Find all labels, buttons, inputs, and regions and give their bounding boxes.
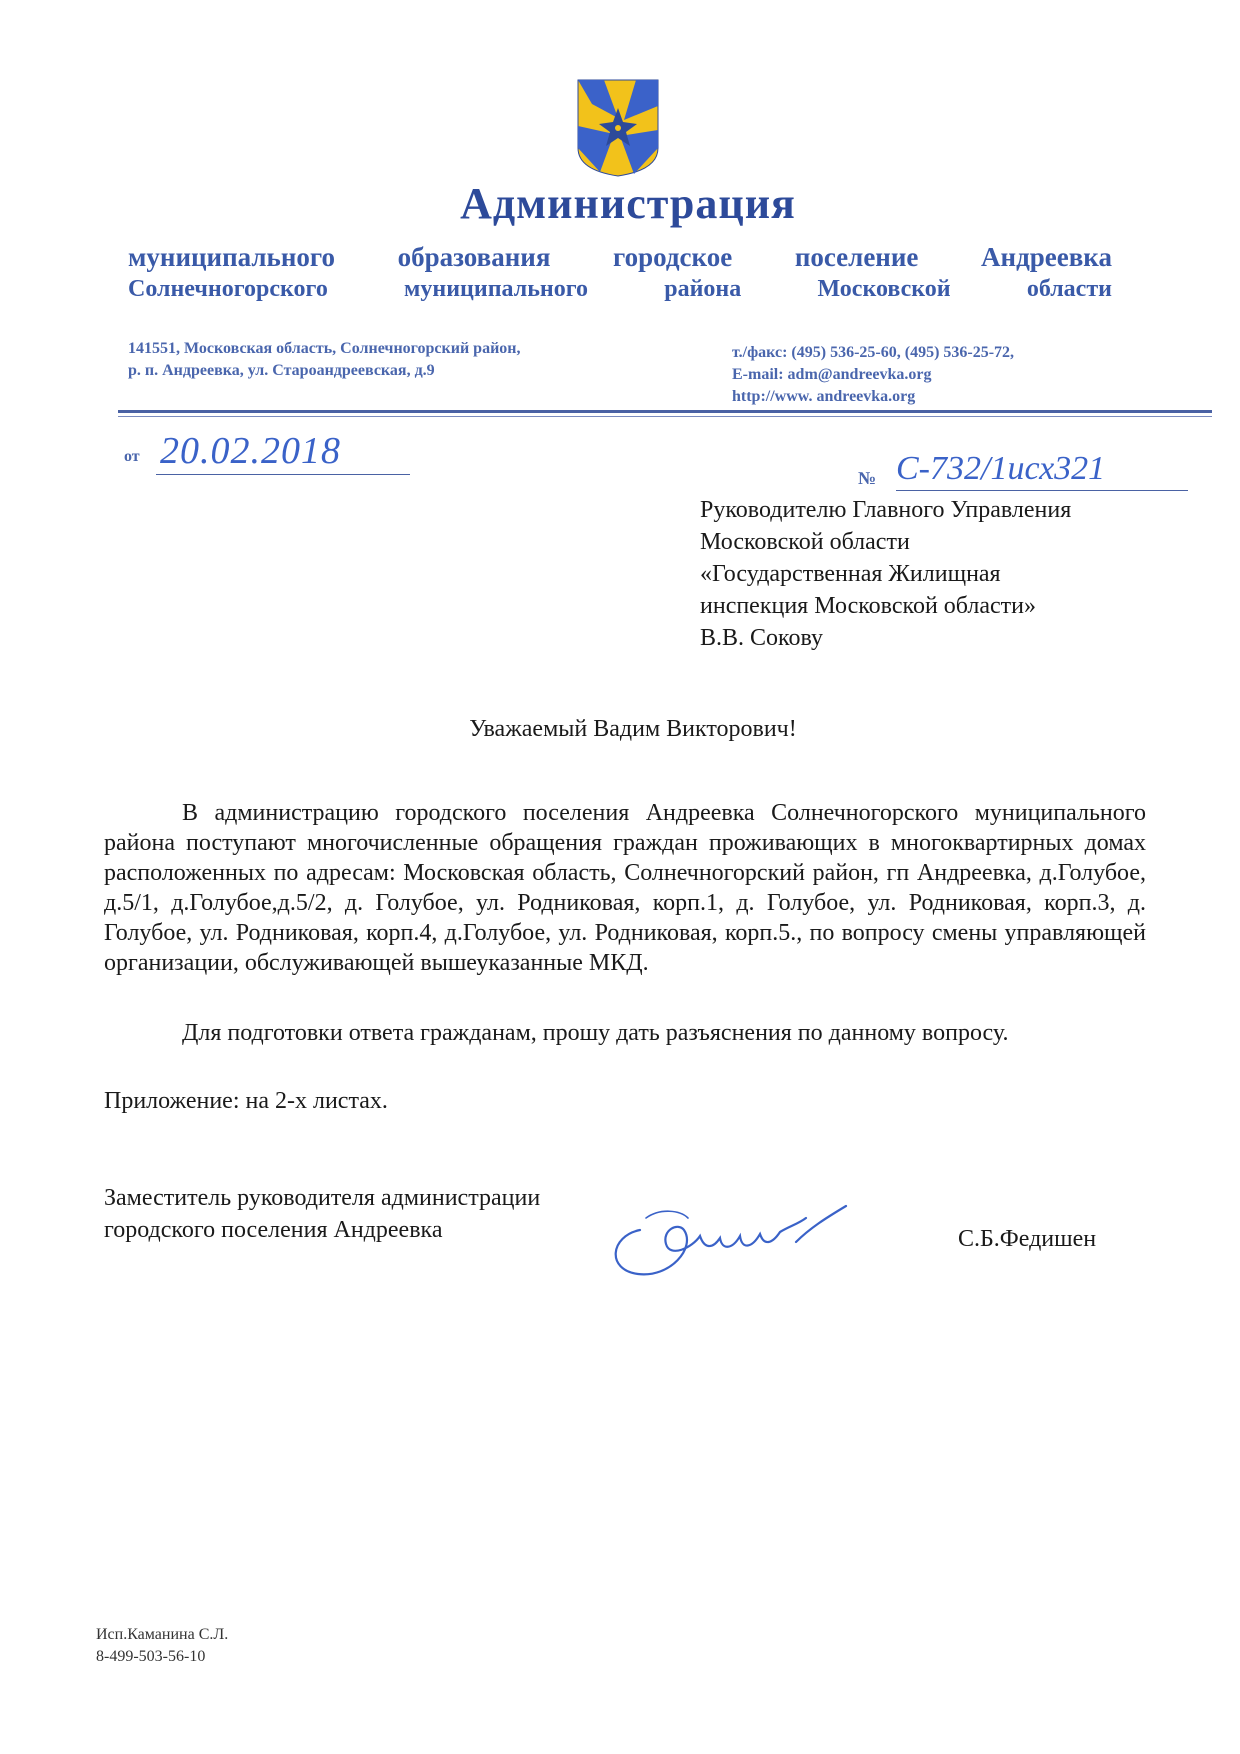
- date-label: от: [124, 448, 140, 465]
- letterhead-word: района: [664, 276, 742, 302]
- letterhead-word: поселение: [794, 242, 919, 272]
- recipient-line: В.В. Сокову: [700, 625, 823, 651]
- handwritten-outgoing-number: С-732/1исх321: [896, 448, 1188, 491]
- appendix-note: Приложение: на 2-х листах.: [104, 1088, 388, 1114]
- signer-position-line: Заместитель руководителя администрации: [104, 1185, 541, 1211]
- salutation: Уважаемый Вадим Викторович!: [469, 716, 797, 742]
- handwritten-date: 20.02.2018: [156, 428, 410, 475]
- recipient-line: Руководителю Главного Управления: [700, 497, 1072, 523]
- letterhead-word: Андреевка: [981, 242, 1112, 272]
- recipient-line: «Государственная Жилищная: [700, 561, 1001, 587]
- executor-name: Исп.Каманина С.Л.: [96, 1626, 229, 1643]
- signer-position-line: городского поселения Андреевка: [104, 1217, 443, 1243]
- letterhead-word: муниципального: [128, 242, 335, 272]
- letterhead-divider: [118, 410, 1212, 413]
- signer-position: [104, 1182, 624, 1246]
- letterhead-word: образования: [397, 242, 551, 272]
- letterhead-divider-thin: [118, 416, 1212, 417]
- letterhead-word: муниципального: [404, 276, 589, 302]
- number-label: №: [858, 468, 877, 488]
- letterhead-title: Администрация: [460, 179, 796, 228]
- website-link: http://www. andreevka.org: [732, 388, 916, 405]
- address-line: р. п. Андреевка, ул. Староандреевская, д.9: [128, 362, 435, 379]
- phone-fax: т./факс: (495) 536-25-60, (495) 536-25-72,: [732, 344, 1015, 361]
- body-paragraph: В администрацию городского поселения Андреевка Солнечногорского муниципального района поступают многочисленные обращения граждан проживающих в многоквартирных домах расположенных по адресам: Московская область, Солнечногорский район, гп Андреевка, д.Голубое, д.5/1, д.Голубое,д.5/2, д. Голубое, ул. Родниковая, корп.1, д. Голубое, ул. Родниковая, корп.3, д. Голубое, ул. Родниковая, корп.4, д.Голубое, ул. Родниковая, корп.5., по вопросу смены управляющей организации, обслуживающей вышеуказанные МКД.: [104, 800, 1146, 976]
- address-line: 141551, Московская область, Солнечногорский район,: [128, 340, 521, 357]
- signer-name: С.Б.Федишен: [958, 1226, 1097, 1252]
- recipient-block: [700, 494, 1220, 654]
- letterhead-word: области: [1026, 276, 1112, 302]
- letterhead-word: Солнечногорского: [128, 276, 328, 302]
- postal-address: [128, 338, 688, 382]
- contact-info: [732, 342, 1152, 408]
- email-address: E-mail: adm@andreevka.org: [732, 366, 932, 383]
- letterhead-word: Московской: [817, 276, 951, 302]
- recipient-line: инспекция Московской области»: [700, 593, 1037, 619]
- letterhead-word: городское: [613, 242, 733, 272]
- handwritten-signature: [600, 1178, 880, 1288]
- executor-phone: 8-499-503-56-10: [96, 1648, 206, 1665]
- letterhead-subtitle-line2: [128, 276, 1112, 303]
- body-paragraph: Для подготовки ответа гражданам, прошу дать разъяснения по данному вопросу.: [182, 1020, 1009, 1046]
- recipient-line: Московской области: [700, 529, 910, 555]
- letterhead-subtitle-line1: [128, 242, 1112, 273]
- executor-info: [96, 1624, 228, 1668]
- coat-of-arms-emblem: [574, 78, 662, 178]
